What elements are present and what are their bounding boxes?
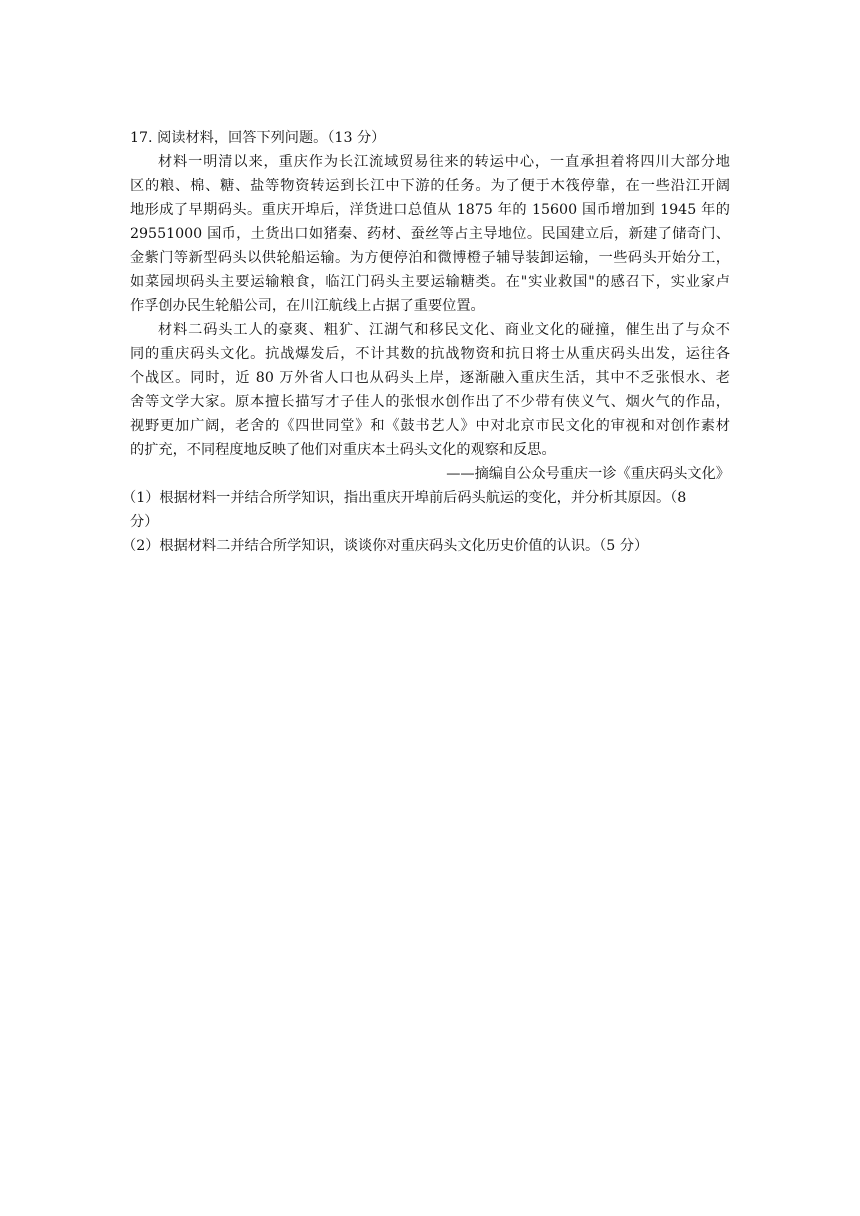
material-two-line: 的扩充，不同程度地反映了他们对重庆本土码头文化的观察和反思。 bbox=[130, 442, 556, 458]
sub-question-line: （2）根据材料二并结合所学知识，谈谈你对重庆码头文化历史价值的认识。（5 分） bbox=[122, 538, 649, 554]
material-one bbox=[130, 150, 730, 318]
material-one-line: 如菜园坝码头主要运输粮食，临江门码头主要运输糖类。在"实业救国"的感召下，实业家卢 bbox=[130, 274, 730, 290]
material-one-line: 29551000 国币，土货出口如猪秦、药材、蚕丝等占主导地位。民国建立后，新建了储奇门、 bbox=[130, 226, 730, 242]
material-one-line: 地形成了早期码头。重庆开埠后，洋货进口总值从 1875 年的 15600 国币增加到 1945 年的 bbox=[130, 202, 730, 218]
material-two-line: 同的重庆码头文化。抗战爆发后，不计其数的抗战物资和抗日将士从重庆码头出发，运往各 bbox=[130, 346, 730, 362]
material-two bbox=[130, 318, 730, 462]
question-block bbox=[122, 126, 730, 558]
material-one-line: 作孚创办民生轮船公司，在川江航线上占据了重要位置。 bbox=[130, 298, 485, 314]
question-header: 17. 阅读材料，回答下列问题。（13 分） bbox=[130, 130, 386, 146]
material-one-line: 金紫门等新型码头以供轮船运输。为方便停泊和微博橙子辅导装卸运输，一些码头开始分工， bbox=[130, 250, 730, 266]
material-one-line: 区的粮、棉、糖、盐等物资转运到长江中下游的任务。为了便于木筏停靠，在一些沿江开阔 bbox=[130, 178, 730, 194]
material-two-line: 舍等文学大家。原本擅长描写才子佳人的张恨水创作出了不少带有侠义气、烟火气的作品， bbox=[130, 394, 730, 410]
material-two-line: 材料二码头工人的豪爽、粗犷、江湖气和移民文化、商业文化的碰撞，催生出了与众不 bbox=[158, 322, 730, 338]
sub-questions bbox=[122, 486, 730, 558]
material-one-line: 材料一明清以来，重庆作为长江流域贸易往来的转运中心，一直承担着将四川大部分地 bbox=[158, 154, 730, 170]
sub-question-line: （1）根据材料一并结合所学知识，指出重庆开埠前后码头航运的变化，并分析其原因。（8 bbox=[122, 490, 687, 506]
material-two-line: 个战区。同时，近 80 万外省人口也从码头上岸，逐渐融入重庆生活，其中不乏张恨水、老 bbox=[130, 370, 730, 386]
sub-question-line: 分） bbox=[130, 514, 159, 530]
source-citation: ——摘编自公众号重庆一诊《重庆码头文化》 bbox=[446, 466, 730, 482]
material-two-line: 视野更加广阔，老舍的《四世同堂》和《鼓书艺人》中对北京市民文化的审视和对创作素材 bbox=[130, 418, 730, 434]
